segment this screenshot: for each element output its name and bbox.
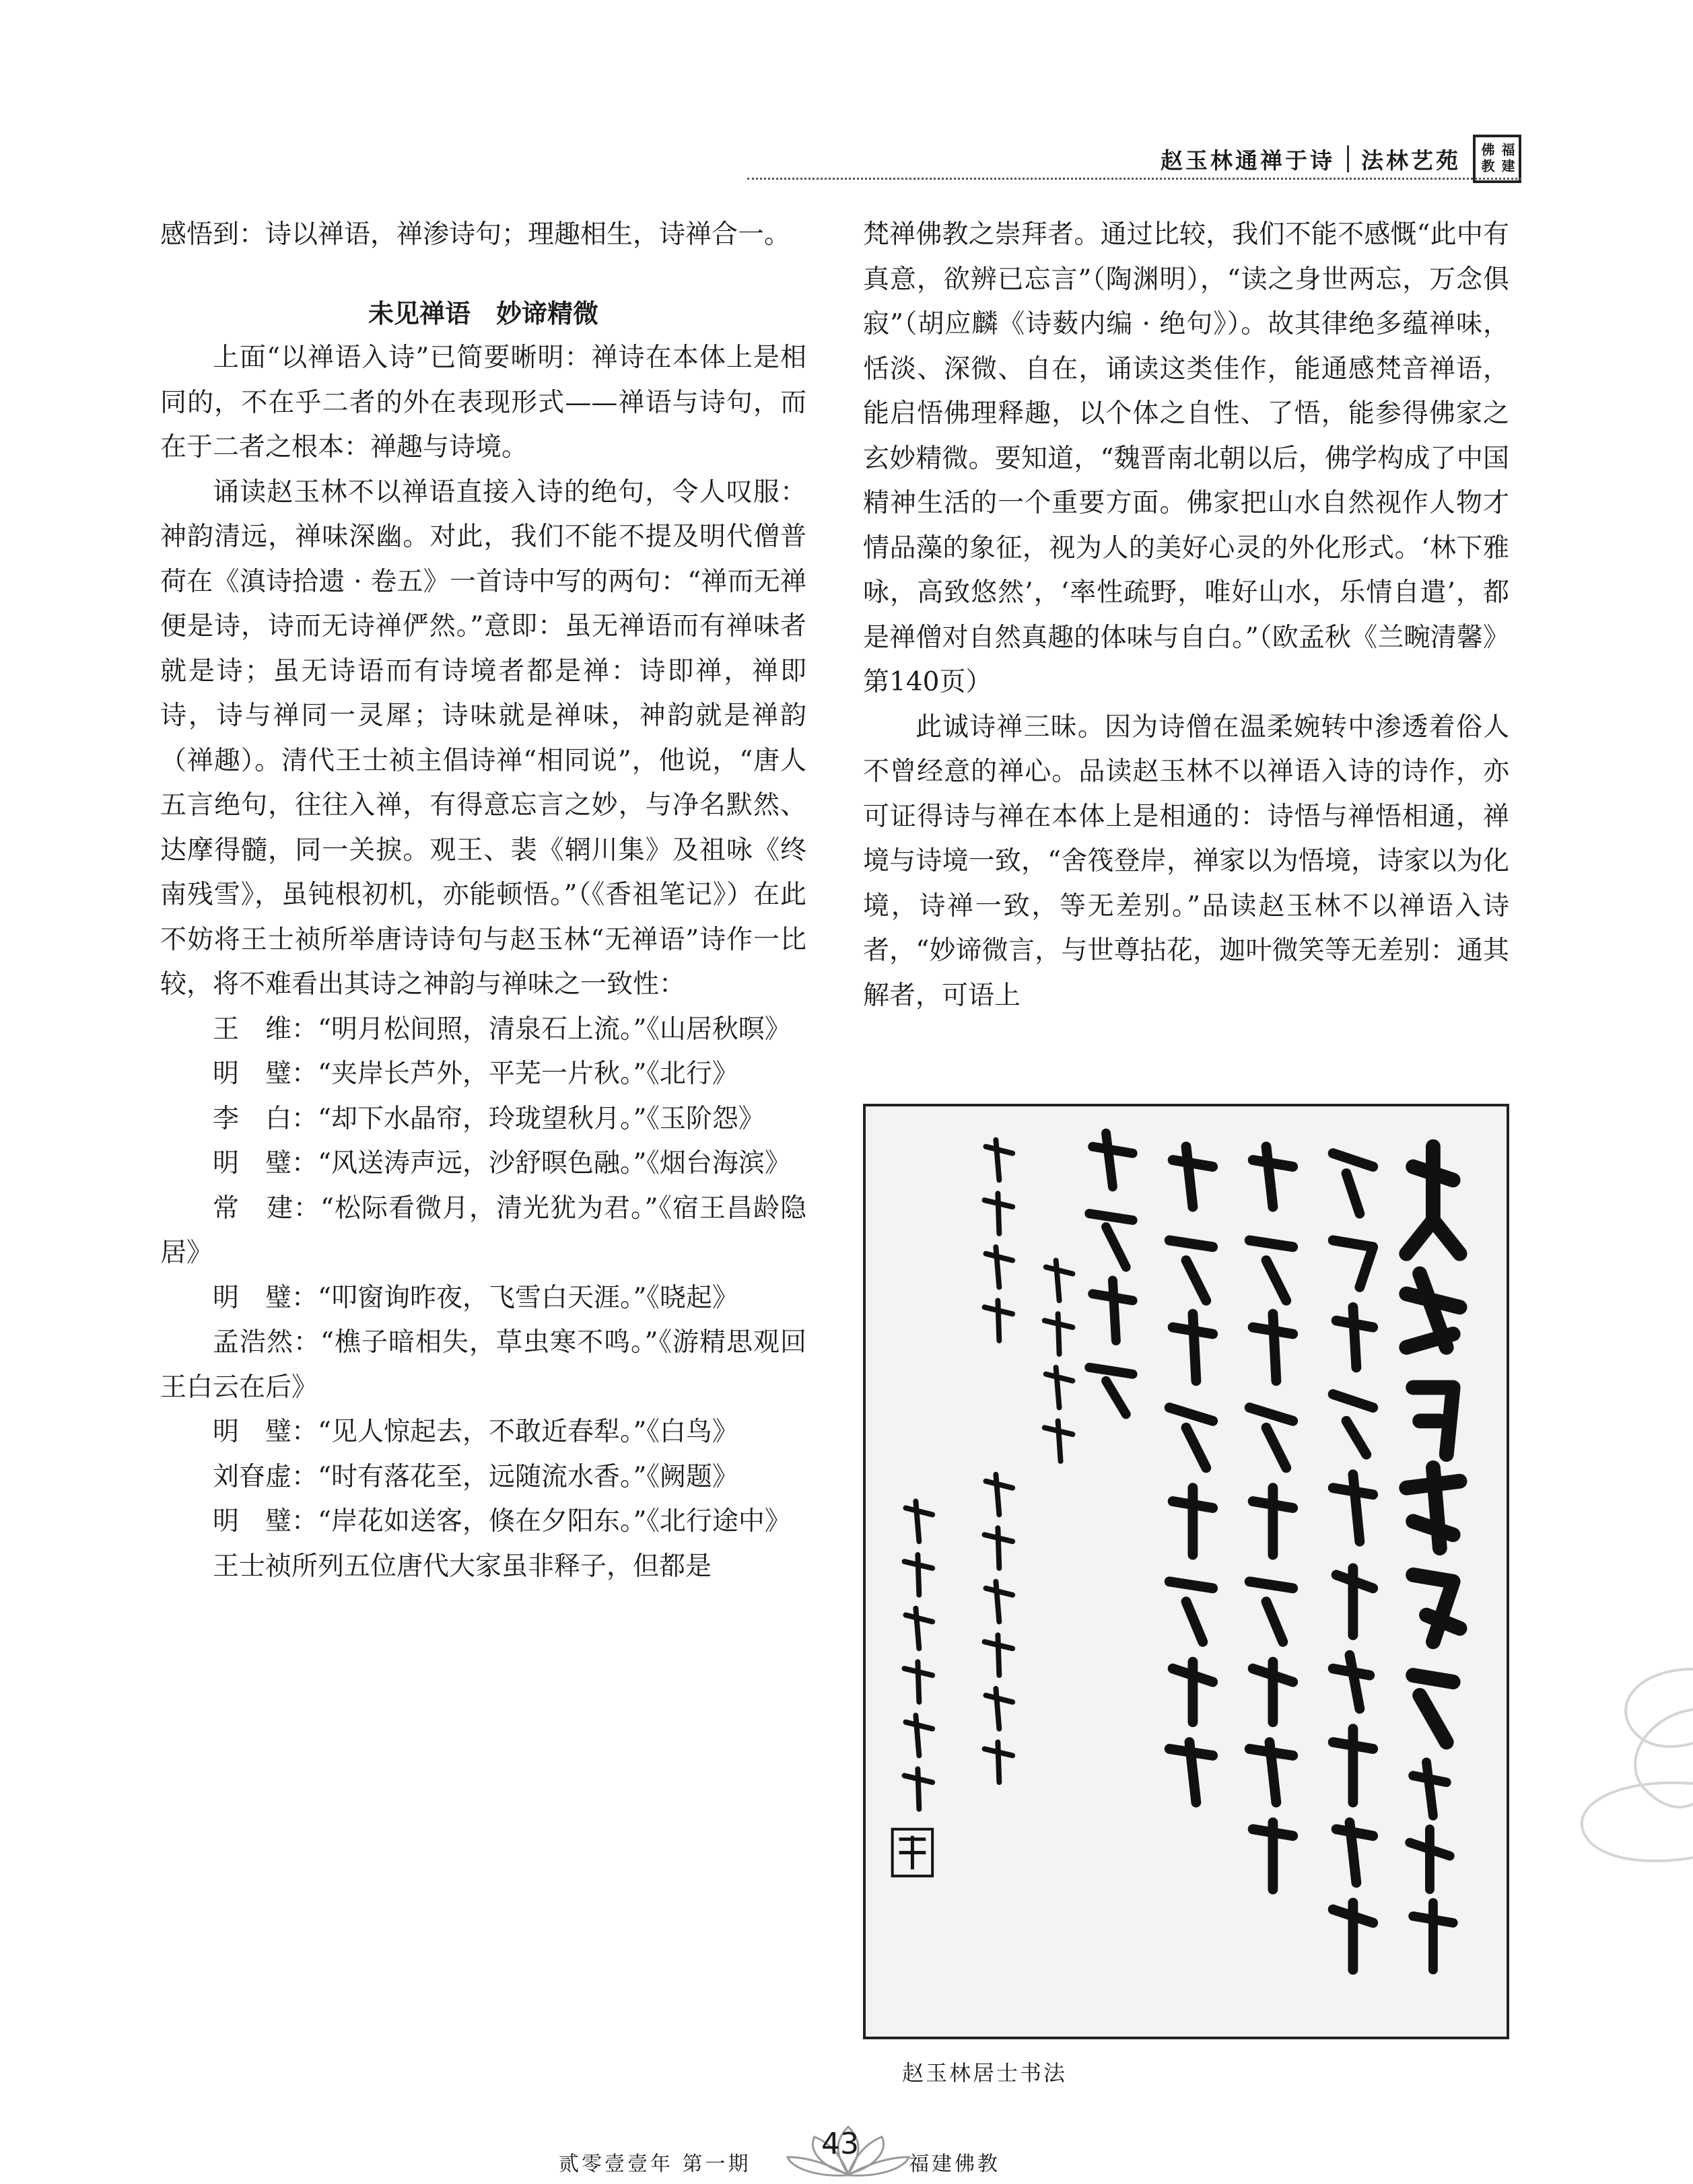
header-divider bbox=[1347, 145, 1349, 172]
author-title: 赵玉林通禅于诗 bbox=[1161, 147, 1335, 174]
paragraph: 王 维：“明月松间照，清泉石上流。”《山居秋暝》 bbox=[213, 1014, 791, 1045]
journal-seal: 福建佛教 bbox=[1473, 135, 1521, 183]
paragraph: 诵读赵玉林不以禅语直接入诗的绝句，令人叹服：神韵清远，禅味深幽。对此，我们不能不提及明代僧普荷在《滇诗拾遗 · 卷五》一首诗中写的两句：“禅而无禅便是诗，诗而无诗禅俨然。”意即：虽无禅语而有禅味者就是诗；虽无诗语而有诗境者都是禅：诗即禅，禅即诗，诗与禅同一灵犀；诗味就是禅味，神韵就是禅韵（禅趣）。清代王士祯主倡诗禅“相同说”，他说，“唐人五言绝句，往往入禅，有得意忘言之妙，与净名默然、达摩得髓，同一关捩。观王、裴《辋川集》及祖咏《终南残雪》，虽钝根初机，亦能顿悟。”（《香祖笔记》）在此不妨将王士祯所举唐诗诗句与赵玉林“无禅语”诗作一比较，将不难看出其诗之神韵与禅味之一致性： bbox=[160, 477, 806, 999]
header-rule bbox=[747, 178, 1521, 180]
paragraph: 明 璧：“夹岸长芦外，平芜一片秋。”《北行》 bbox=[213, 1059, 738, 1089]
section-title: 未见禅语 妙谛精微 bbox=[368, 298, 598, 328]
paragraph: 明 璧：“岸花如送客，倏在夕阳东。”《北行途中》 bbox=[213, 1506, 791, 1537]
paragraph: 常 建：“松际看微月，清光犹为君。”《宿王昌龄隐居》 bbox=[160, 1193, 806, 1268]
paragraph: 感悟到：诗以禅语，禅渗诗句；理趣相生，诗禅合一。 bbox=[160, 219, 791, 250]
page-header bbox=[1161, 135, 1521, 183]
journal-name: 福建佛教 bbox=[909, 2152, 1000, 2176]
left-column bbox=[160, 213, 806, 1589]
paragraph: 李 白：“却下水晶帘，玲珑望秋月。”《玉阶怨》 bbox=[213, 1103, 765, 1134]
paragraph: 明 璧：“风送涛声远，沙舒暝色融。”《烟台海滨》 bbox=[213, 1148, 791, 1178]
paragraph: 王士祯所列五位唐代大家虽非释子，但都是 bbox=[213, 1551, 712, 1582]
calligraphy-caption: 赵玉林居士书法 bbox=[902, 2060, 1068, 2086]
calligraphy-image bbox=[863, 1104, 1509, 2039]
page-number: 43 bbox=[821, 2127, 859, 2161]
right-column bbox=[863, 213, 1509, 1018]
section-name: 法林艺苑 bbox=[1361, 147, 1461, 174]
paragraph: 明 璧：“叩窗询昨夜，飞雪白天涯。”《晓起》 bbox=[213, 1282, 738, 1313]
paragraph: 刘眘虚：“时有落花至，远随流水香。”《阙题》 bbox=[213, 1461, 738, 1492]
paragraph: 梵禅佛教之崇拜者。通过比较，我们不能不感慨“此中有真意，欲辨已忘言”（陶渊明），“读之身世两忘，万念俱寂”（胡应麟《诗薮内编 · 绝句》）。故其律绝多蕴禅味，恬淡、深微、自在，诵读这类佳作，能通感梵音禅语，能启悟佛理释趣，以个体之自性、了悟，能参得佛家之玄妙精微。要知道，“魏晋南北朝以后，佛学构成了中国精神生活的一个重要方面。佛家把山水自然视作人物才情品藻的象征，视为人的美好心灵的外化形式。‘林下雅咏，高致悠然’，‘率性疏野，唯好山水，乐情自遣’，都是禅僧对自然真趣的体味与自白。”（欧孟秋《兰畹清馨》第140页） bbox=[863, 219, 1509, 697]
paragraph: 此诚诗禅三昧。因为诗僧在温柔婉转中渗透着俗人不曾经意的禅心。品读赵玉林不以禅语入诗的诗作，亦可证得诗与禅在本体上是相通的：诗悟与禅悟相通，禅境与诗境一致，“舍筏登岸，禅家以为悟境，诗家以为化境，诗禅一致，等无差别。”品读赵玉林不以禅语入诗者，“妙谛微言，与世尊拈花，迦叶微笑等无差别：通其解者，可语上 bbox=[863, 711, 1509, 1011]
paragraph: 明 璧：“见人惊起去，不敢近春犁。”《白鸟》 bbox=[213, 1417, 738, 1447]
calligraphy-artwork bbox=[866, 1106, 1507, 2037]
paragraph: 孟浩然：“樵子暗相失，草虫寒不鸣。”《游精思观回王白云在后》 bbox=[160, 1327, 806, 1403]
cloud-ornament bbox=[1531, 1629, 1693, 1871]
paragraph: 上面“以禅语入诗”已简要晰明：禅诗在本体上是相同的，不在乎二者的外在表现形式——禅语与诗句，而在于二者之根本：禅趣与诗境。 bbox=[160, 343, 806, 462]
issue-label: 贰零壹壹年 第一期 bbox=[559, 2152, 751, 2176]
